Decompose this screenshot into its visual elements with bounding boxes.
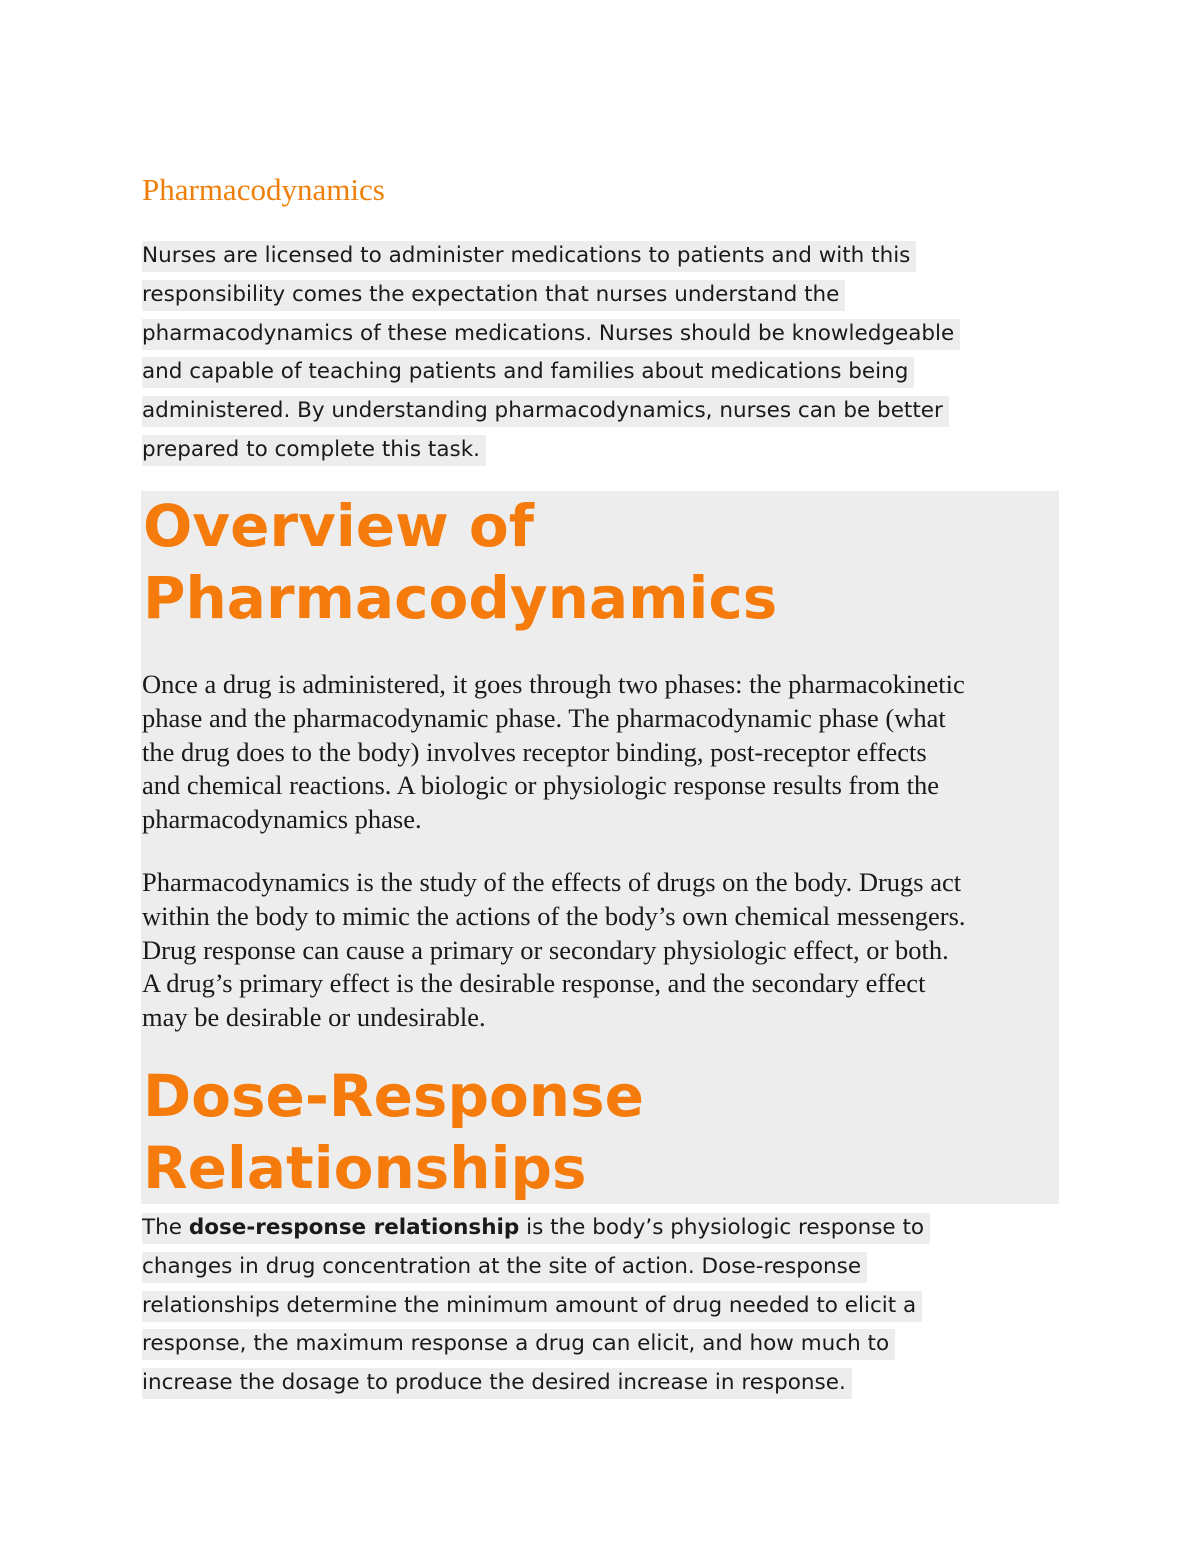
paragraph-line: phase and the pharmacodynamic phase. The pharmacodynamic phase (what	[142, 702, 946, 733]
intro-line: administered. By understanding pharmacodynamics, nurses can be better	[142, 396, 949, 427]
intro-line: responsibility comes the expectation that nurses understand the	[142, 280, 845, 311]
overview-heading	[143, 490, 777, 634]
line-suffix: is the body’s physiologic response to	[519, 1215, 925, 1240]
paragraph-line: changes in drug concentration at the site of action. Dose-response	[142, 1252, 867, 1283]
intro-line: and capable of teaching patients and families about medications being	[142, 357, 914, 388]
paragraph-line: pharmacodynamics phase.	[142, 804, 422, 835]
paragraph-line: relationships determine the minimum amount of drug needed to elicit a	[142, 1291, 922, 1322]
dose-response-first-line	[142, 1213, 930, 1244]
paragraph-line: Pharmacodynamics is the study of the effects of drugs on the body. Drugs act	[142, 867, 962, 897]
dose-response-paragraph	[142, 1209, 930, 1403]
paragraph-line: Drug response can cause a primary or secondary physiologic effect, or both.	[142, 934, 949, 965]
intro-line: prepared to complete this task.	[142, 435, 486, 466]
intro-line: Nurses are licensed to administer medications to patients and with this	[142, 241, 916, 272]
document-title: Pharmacodynamics	[142, 172, 385, 207]
overview-paragraph-1	[142, 668, 1072, 837]
paragraph-line: increase the dosage to produce the desired increase in response.	[142, 1368, 852, 1399]
paragraph-line: the drug does to the body) involves receptor binding, post-receptor effects	[142, 736, 927, 767]
dose-response-heading-line1: Dose-Response	[143, 1062, 644, 1130]
paragraph-line: A drug’s primary effect is the desirable response, and the secondary effect	[142, 968, 926, 999]
intro-paragraph	[142, 237, 960, 470]
overview-paragraph-2	[142, 866, 1072, 1035]
dose-response-heading	[143, 1060, 644, 1204]
overview-heading-line2: Pharmacodynamics	[143, 564, 778, 632]
overview-heading-line1: Overview of	[143, 492, 534, 560]
dose-response-heading-line2: Relationships	[143, 1134, 587, 1202]
paragraph-line: within the body to mimic the actions of the body’s own chemical messengers.	[142, 900, 966, 931]
dose-response-term: dose-response relationship	[188, 1215, 520, 1240]
paragraph-line: response, the maximum response a drug can elicit, and how much to	[142, 1329, 895, 1360]
paragraph-line: and chemical reactions. A biologic or physiologic response results from the	[142, 770, 940, 801]
paragraph-line: may be desirable or undesirable.	[142, 1002, 486, 1033]
paragraph-line: Once a drug is administered, it goes through two phases: the pharmacokinetic	[142, 669, 965, 699]
line-prefix: The	[142, 1215, 189, 1240]
intro-line: pharmacodynamics of these medications. Nurses should be knowledgeable	[142, 319, 960, 350]
